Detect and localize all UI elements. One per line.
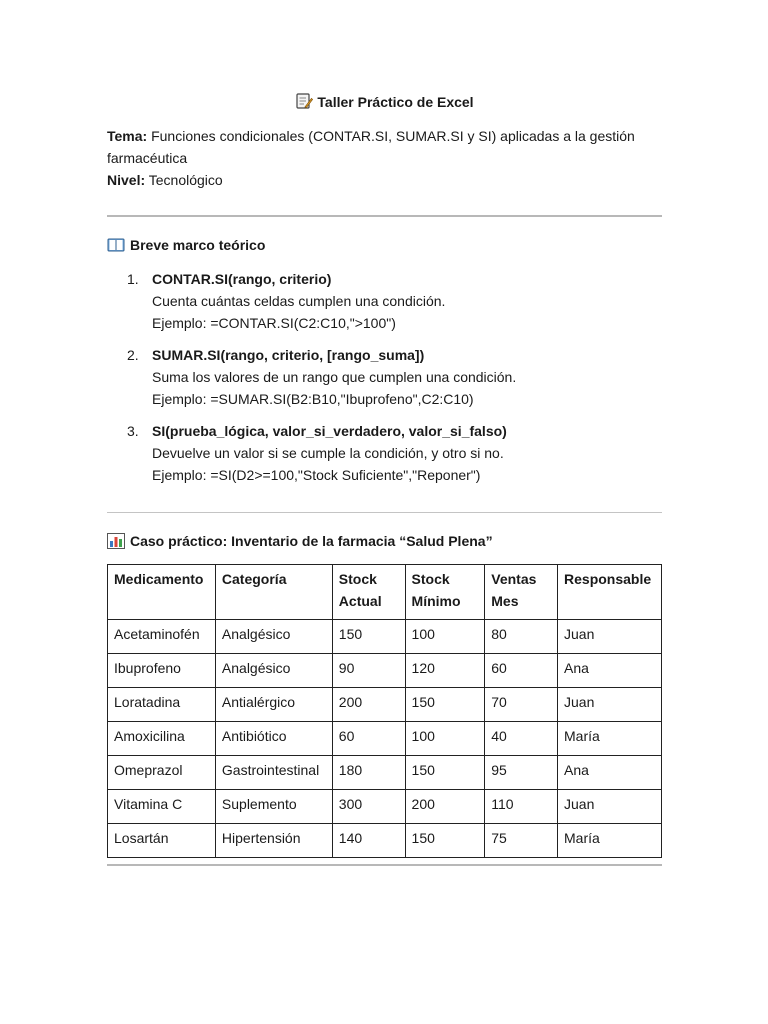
table-cell: 150 xyxy=(405,688,485,722)
table-cell: Ana xyxy=(558,654,662,688)
divider xyxy=(107,215,662,217)
table-cell: 150 xyxy=(332,620,405,654)
nivel-line xyxy=(107,169,662,191)
table-cell: Gastrointestinal xyxy=(215,756,332,790)
table-cell: Antibiótico xyxy=(215,722,332,756)
table-cell: Losartán xyxy=(108,824,216,858)
theory-item-description: Cuenta cuántas celdas cumplen una condición. xyxy=(152,293,446,309)
table-row xyxy=(108,824,662,858)
table-row xyxy=(108,722,662,756)
table-cell: 75 xyxy=(485,824,558,858)
theory-item-heading: SI(prueba_lógica, valor_si_verdadero, valor_si_falso) xyxy=(152,423,507,439)
theory-item-heading: SUMAR.SI(rango, criterio, [rango_suma]) xyxy=(152,347,425,363)
table-cell: Omeprazol xyxy=(108,756,216,790)
table-cell: María xyxy=(558,824,662,858)
theory-item-heading: CONTAR.SI(rango, criterio) xyxy=(152,271,332,287)
nivel-value: Tecnológico xyxy=(148,172,223,188)
table-cell: 60 xyxy=(485,654,558,688)
divider xyxy=(107,864,662,866)
table-header-row xyxy=(108,565,662,620)
tema-value: Funciones condicionales (CONTAR.SI, SUMAR.SI y SI) aplicadas a la gestión farmacéutica xyxy=(107,128,635,166)
table-row xyxy=(108,620,662,654)
table-row xyxy=(108,756,662,790)
table-cell: Ibuprofeno xyxy=(108,654,216,688)
theory-item: 1. CONTAR.SI(rango, criterio) Cuenta cuántas celdas cumplen una condición. Ejemplo: =CONTAR.SI(C2:C10,">100") xyxy=(107,268,662,334)
column-header: Medicamento xyxy=(108,565,216,620)
table-cell: 200 xyxy=(332,688,405,722)
column-header: Responsable xyxy=(558,565,662,620)
table-cell: 80 xyxy=(485,620,558,654)
table-cell: Antialérgico xyxy=(215,688,332,722)
table-cell: Analgésico xyxy=(215,654,332,688)
table-cell: 90 xyxy=(332,654,405,688)
table-cell: Juan xyxy=(558,790,662,824)
divider xyxy=(107,512,662,513)
table-cell: 200 xyxy=(405,790,485,824)
page-title: Taller Práctico de Excel xyxy=(107,92,662,110)
table-cell: 110 xyxy=(485,790,558,824)
table-row xyxy=(108,790,662,824)
document-meta xyxy=(107,125,662,191)
table-cell: María xyxy=(558,722,662,756)
bar-chart-icon xyxy=(107,533,125,549)
table-cell: 95 xyxy=(485,756,558,790)
table-cell: 100 xyxy=(405,620,485,654)
inventory-table xyxy=(107,564,662,858)
table-cell: Loratadina xyxy=(108,688,216,722)
tema-label: Tema: xyxy=(107,128,148,144)
table-cell: Juan xyxy=(558,688,662,722)
memo-icon xyxy=(295,92,313,110)
table-cell: 140 xyxy=(332,824,405,858)
table-cell: 150 xyxy=(405,824,485,858)
open-book-icon xyxy=(107,237,125,253)
table-cell: 180 xyxy=(332,756,405,790)
theory-item-example: Ejemplo: =SUMAR.SI(B2:B10,"Ibuprofeno",C2:C10) xyxy=(152,391,474,407)
table-cell: Hipertensión xyxy=(215,824,332,858)
table-cell: 120 xyxy=(405,654,485,688)
table-cell: 60 xyxy=(332,722,405,756)
table-cell: Amoxicilina xyxy=(108,722,216,756)
table-cell: Suplemento xyxy=(215,790,332,824)
table-row xyxy=(108,654,662,688)
nivel-label: Nivel: xyxy=(107,172,146,188)
table-cell: Acetaminofén xyxy=(108,620,216,654)
table-cell: Analgésico xyxy=(215,620,332,654)
theory-item-description: Suma los valores de un rango que cumplen una condición. xyxy=(152,369,517,385)
table-cell: 40 xyxy=(485,722,558,756)
table-cell: 300 xyxy=(332,790,405,824)
table-cell: Juan xyxy=(558,620,662,654)
column-header: Stock Actual xyxy=(332,565,405,620)
column-header: Stock Mínimo xyxy=(405,565,485,620)
table-cell: 70 xyxy=(485,688,558,722)
theory-item-description: Devuelve un valor si se cumple la condición, y otro si no. xyxy=(152,445,504,461)
theory-item-example: Ejemplo: =SI(D2>=100,"Stock Suficiente","Reponer") xyxy=(152,467,481,483)
case-section-title: Caso práctico: Inventario de la farmacia “Salud Plena” xyxy=(107,533,493,549)
theory-item-example: Ejemplo: =CONTAR.SI(C2:C10,">100") xyxy=(152,315,396,331)
column-header: Categoría xyxy=(215,565,332,620)
table-cell: Ana xyxy=(558,756,662,790)
theory-list xyxy=(107,268,662,496)
theory-item: 2. SUMAR.SI(rango, criterio, [rango_suma]) Suma los valores de un rango que cumplen una condición. Ejemplo: =SUMAR.SI(B2:B10,"Ibuprofeno",C2:C10) xyxy=(107,344,662,410)
tema-line xyxy=(107,125,662,169)
table-cell: 150 xyxy=(405,756,485,790)
table-cell: 100 xyxy=(405,722,485,756)
theory-section-title: Breve marco teórico xyxy=(107,237,265,253)
table-row xyxy=(108,688,662,722)
table-cell: Vitamina C xyxy=(108,790,216,824)
theory-item: 3. SI(prueba_lógica, valor_si_verdadero, valor_si_falso) Devuelve un valor si se cumple la condición, y otro si no. Ejemplo: =SI(D2>=100,"Stock Suficiente","Reponer") xyxy=(107,420,662,486)
column-header: Ventas Mes xyxy=(485,565,558,620)
